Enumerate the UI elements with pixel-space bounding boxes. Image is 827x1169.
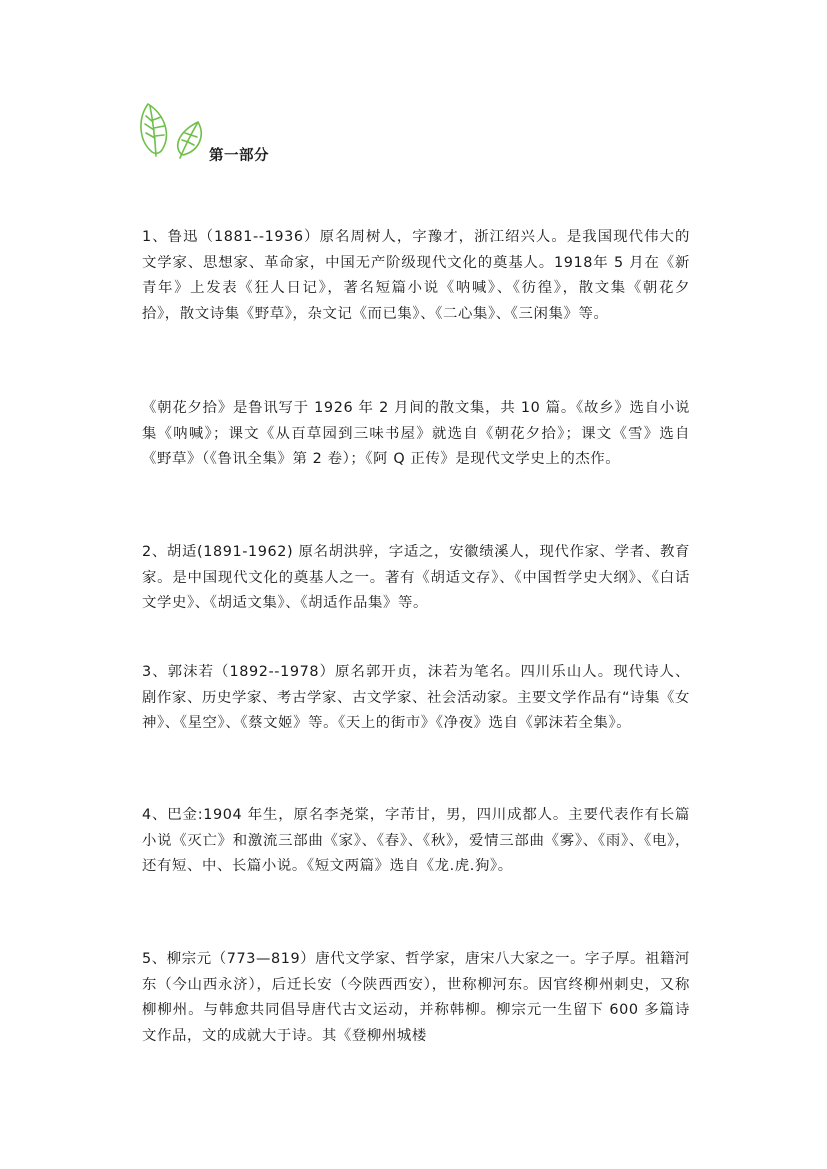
paragraph-guo-moruo: 3、郭沫若（1892--1978）原名郭开贞，沫若为笔名。四川乐山人。现代诗人、剧作家、历史学家、考古学家、古文学家、社会活动家。主要文学作品有“诗集《女神》、《星空》、《蔡文姬》等。《天上的街市》《净夜》选自《郭沫若全集》。 (142, 664, 690, 731)
section-heading: 第一部分 (209, 148, 269, 164)
paragraph-hu-shi: 2、胡适(1891-1962) 原名胡洪骍，字适之，安徽绩溪人，现代作家、学者、教育家。是中国现代文化的奠基人之一。著有《胡适文存》、《中国哲学史大纲》、《白话文学史》、《胡适文集》、《胡适作品集》等。 (142, 544, 690, 611)
leaf-icon (136, 100, 208, 160)
paragraph-zhaohua-xishi: 《朝花夕拾》是鲁讯写于 1926 年 2 月间的散文集，共 10 篇。《故乡》选自小说集《呐喊》；课文《从百草园到三味书屋》就选自《朝花夕拾》；课文《雪》选自《野草》（《鲁讯全集》第 2 卷）；《阿 Q 正传》是现代文学史上的杰作。 (142, 400, 690, 467)
paragraph-ba-jin: 4、巴金:1904 年生，原名李尧棠，字芾甘，男，四川成都人。主要代表作有长篇小说《灭亡》和激流三部曲《家》、《春》、《秋》，爱情三部曲《雾》、《雨》、《电》，还有短、中、长篇小说。《短文两篇》选自《龙.虎.狗》。 (142, 807, 690, 874)
paragraph-lu-xun: 1、鲁迅（1881--1936）原名周树人，字豫才，浙江绍兴人。是我国现代伟大的文学家、思想家、革命家，中国无产阶级现代文化的奠基人。1918年 5 月在《新青年》上发表《狂人日记》，著名短篇小说《呐喊》、《彷徨》，散文集《朝花夕拾》，散文诗集《野草》，杂文记《而已集》、《二心集》、《三闲集》等。 (142, 229, 690, 322)
paragraph-liu-zongyuan: 5、柳宗元（773—819）唐代文学家、哲学家，唐宋八大家之一。字子厚。祖籍河东（今山西永济），后迁长安（今陕西西安），世称柳河东。因官终柳州刺史，又称柳柳州。与韩愈共同倡导唐代古文运动，并称韩柳。柳宗元一生留下 600 多篇诗文作品，文的成就大于诗。其《登柳州城楼 (142, 951, 690, 1044)
